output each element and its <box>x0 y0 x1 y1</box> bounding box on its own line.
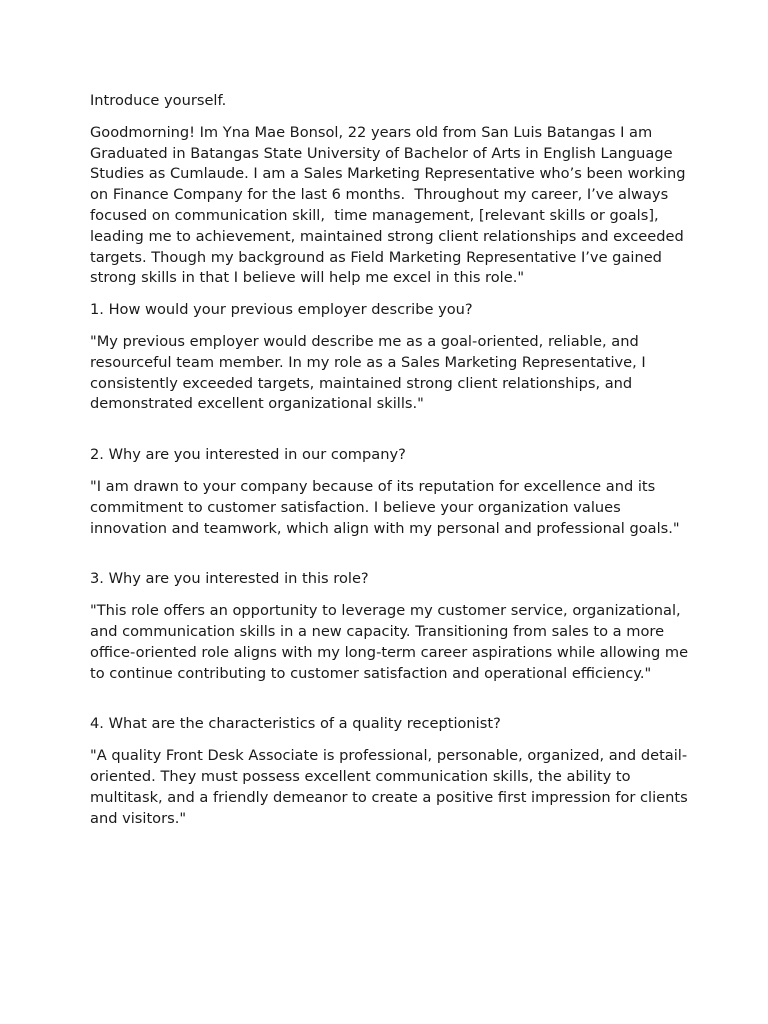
question-2: 2. Why are you interested in our company? <box>90 446 406 464</box>
answer-4: "A quality Front Desk Associate is professional, personable, organized, and detail-oriented. They must possess excellent communication skills, the ability to multitask, and a friendly demeanor to create a positive first impression for clients and visitors." <box>90 747 693 827</box>
answer-1: "My previous employer would describe me as a goal-oriented, reliable, and resourceful team member. In my role as a Sales Marketing Representative, I consistently exceeded targets, maintained strong client relationships, and demonstrated excellent organizational skills." <box>90 332 651 413</box>
question-1: 1. How would your previous employer describe you? <box>90 301 473 319</box>
question-3: 3. Why are you interested in this role? <box>90 570 369 588</box>
document-page <box>90 91 693 840</box>
answer-3: "This role offers an opportunity to leverage my customer service, organizational, and communication skills in a new capacity. Transitioning from sales to a more office-oriented role aligns with my long-term career aspirations while allowing me to continue contributing to customer satisfaction and operational efficiency." <box>90 602 693 682</box>
intro-prompt: Introduce yourself. <box>90 92 227 109</box>
intro-answer: Goodmorning! Im Yna Mae Bonsol, 22 years old from San Luis Batangas I am Graduated in Batangas State University of Bachelor of Arts in English Language Studies as Cumlaude. I am a Sales Marketing Representative who’s been working on Finance Company for the last 6 months. Throughout my career, I’ve always focused on communication skill, time management, [relevant skills or goals], leading me to achievement, maintained strong client relationships and exceeded targets. Though my background as Field Marketing Representative I’ve gained strong skills in that I believe will help me excel in this role." <box>90 123 691 287</box>
answer-2: "I am drawn to your company because of its reputation for excellence and its commitment to customer satisfaction. I believe your organization values innovation and teamwork, which align with my personal and professional goals." <box>90 477 680 537</box>
question-4: 4. What are the characteristics of a quality receptionist? <box>90 715 501 733</box>
